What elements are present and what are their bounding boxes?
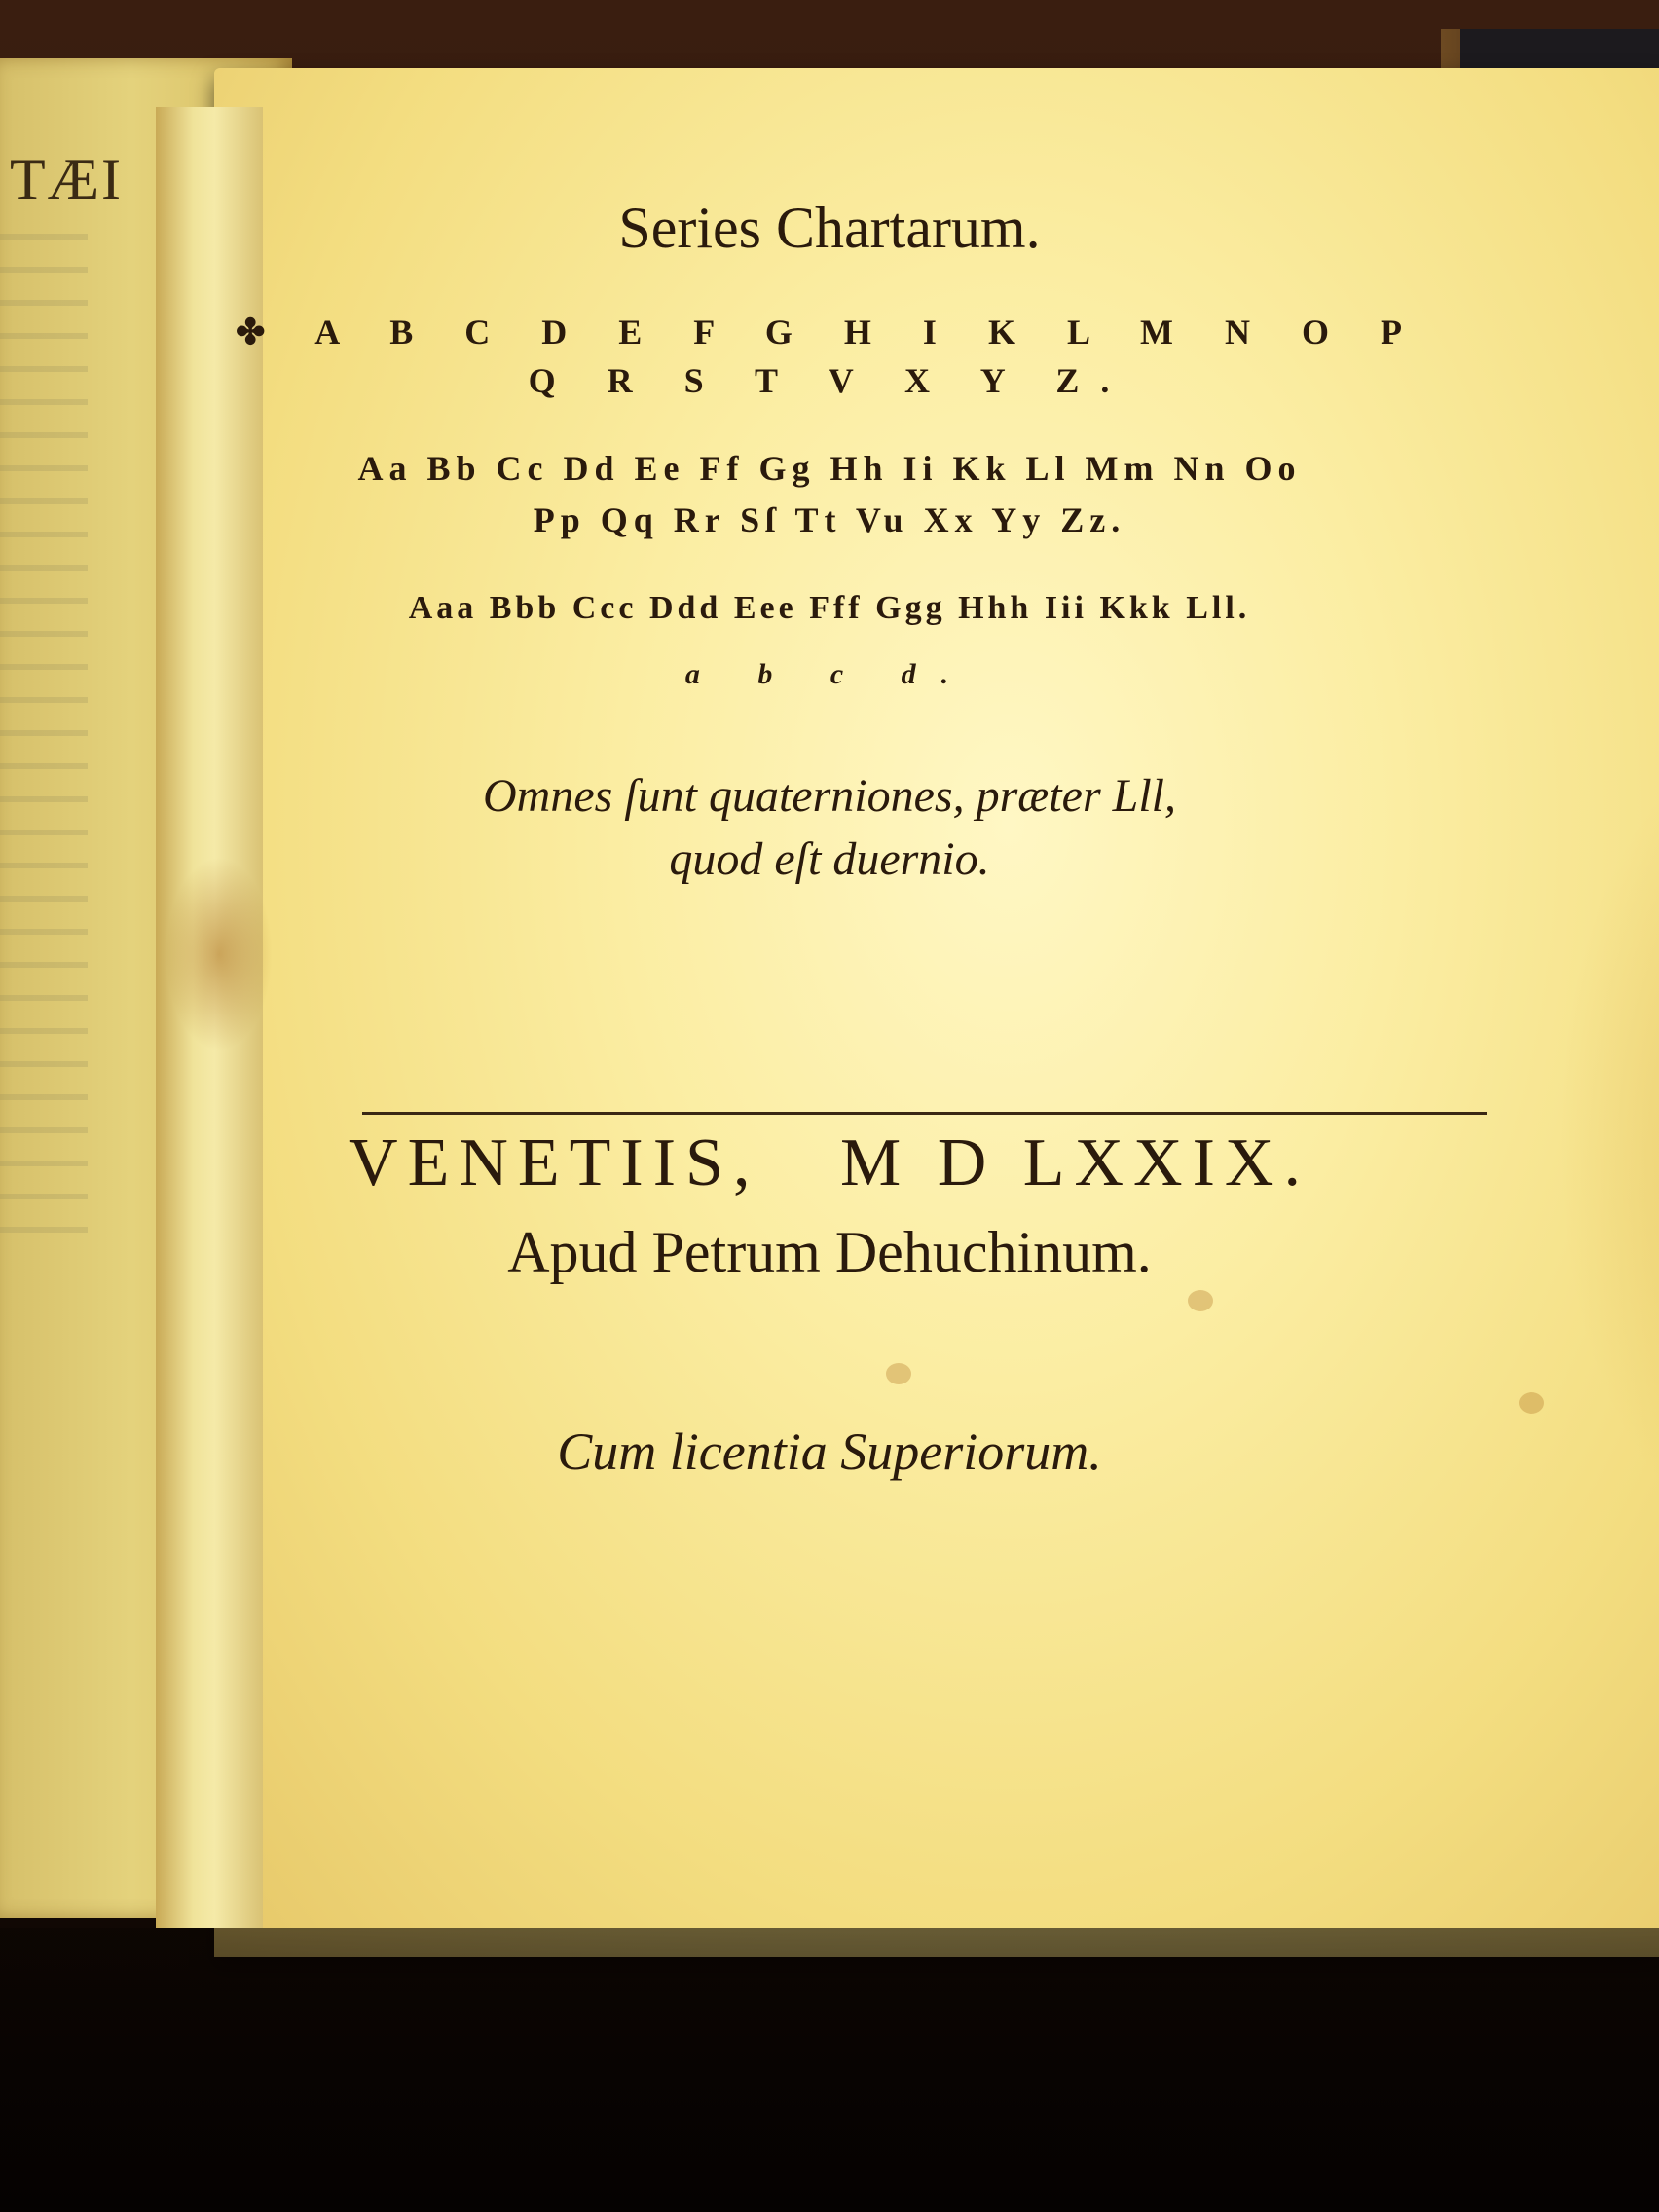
signature-row: Aa Bb Cc Dd Ee Ff Gg Hh Ii Kk Ll Mm Nn Oo — [357, 449, 1302, 488]
divider-rule — [362, 1112, 1487, 1115]
bottom-shadow — [0, 1928, 1659, 2212]
imprint-place-date: VENETIIS, M D LXXIX. — [349, 1125, 1310, 1200]
foxing-spot — [1188, 1290, 1213, 1311]
signature-row: Aaa Bbb Ccc Ddd Eee Fff Ggg Hhh Iii Kkk Lll. — [408, 590, 1251, 626]
gathering-note-line: Omnes ſunt quaterniones, præter Lll, — [482, 770, 1176, 822]
gutter-stain — [166, 857, 273, 1051]
signature-row: Q R S T V X Y Z. — [528, 361, 1131, 400]
signature-row: ✤ A B C D E F G H I K L M N O P — [236, 313, 1423, 351]
running-head: TÆI — [10, 147, 123, 211]
signature-row: a b c d. — [684, 658, 975, 690]
signature-row: Pp Qq Rr Sſ Tt Vu Xx Yy Zz. — [533, 500, 1126, 539]
page-title: Series Chartarum. — [618, 196, 1041, 260]
gathering-note-line: quod eſt duernio. — [669, 833, 990, 885]
imprint-printer: Apud Petrum Dehuchinum. — [507, 1220, 1152, 1284]
foxing-spot — [1519, 1392, 1544, 1414]
license-line: Cum licentia Superiorum. — [557, 1422, 1102, 1481]
foxing-spot — [886, 1363, 911, 1384]
